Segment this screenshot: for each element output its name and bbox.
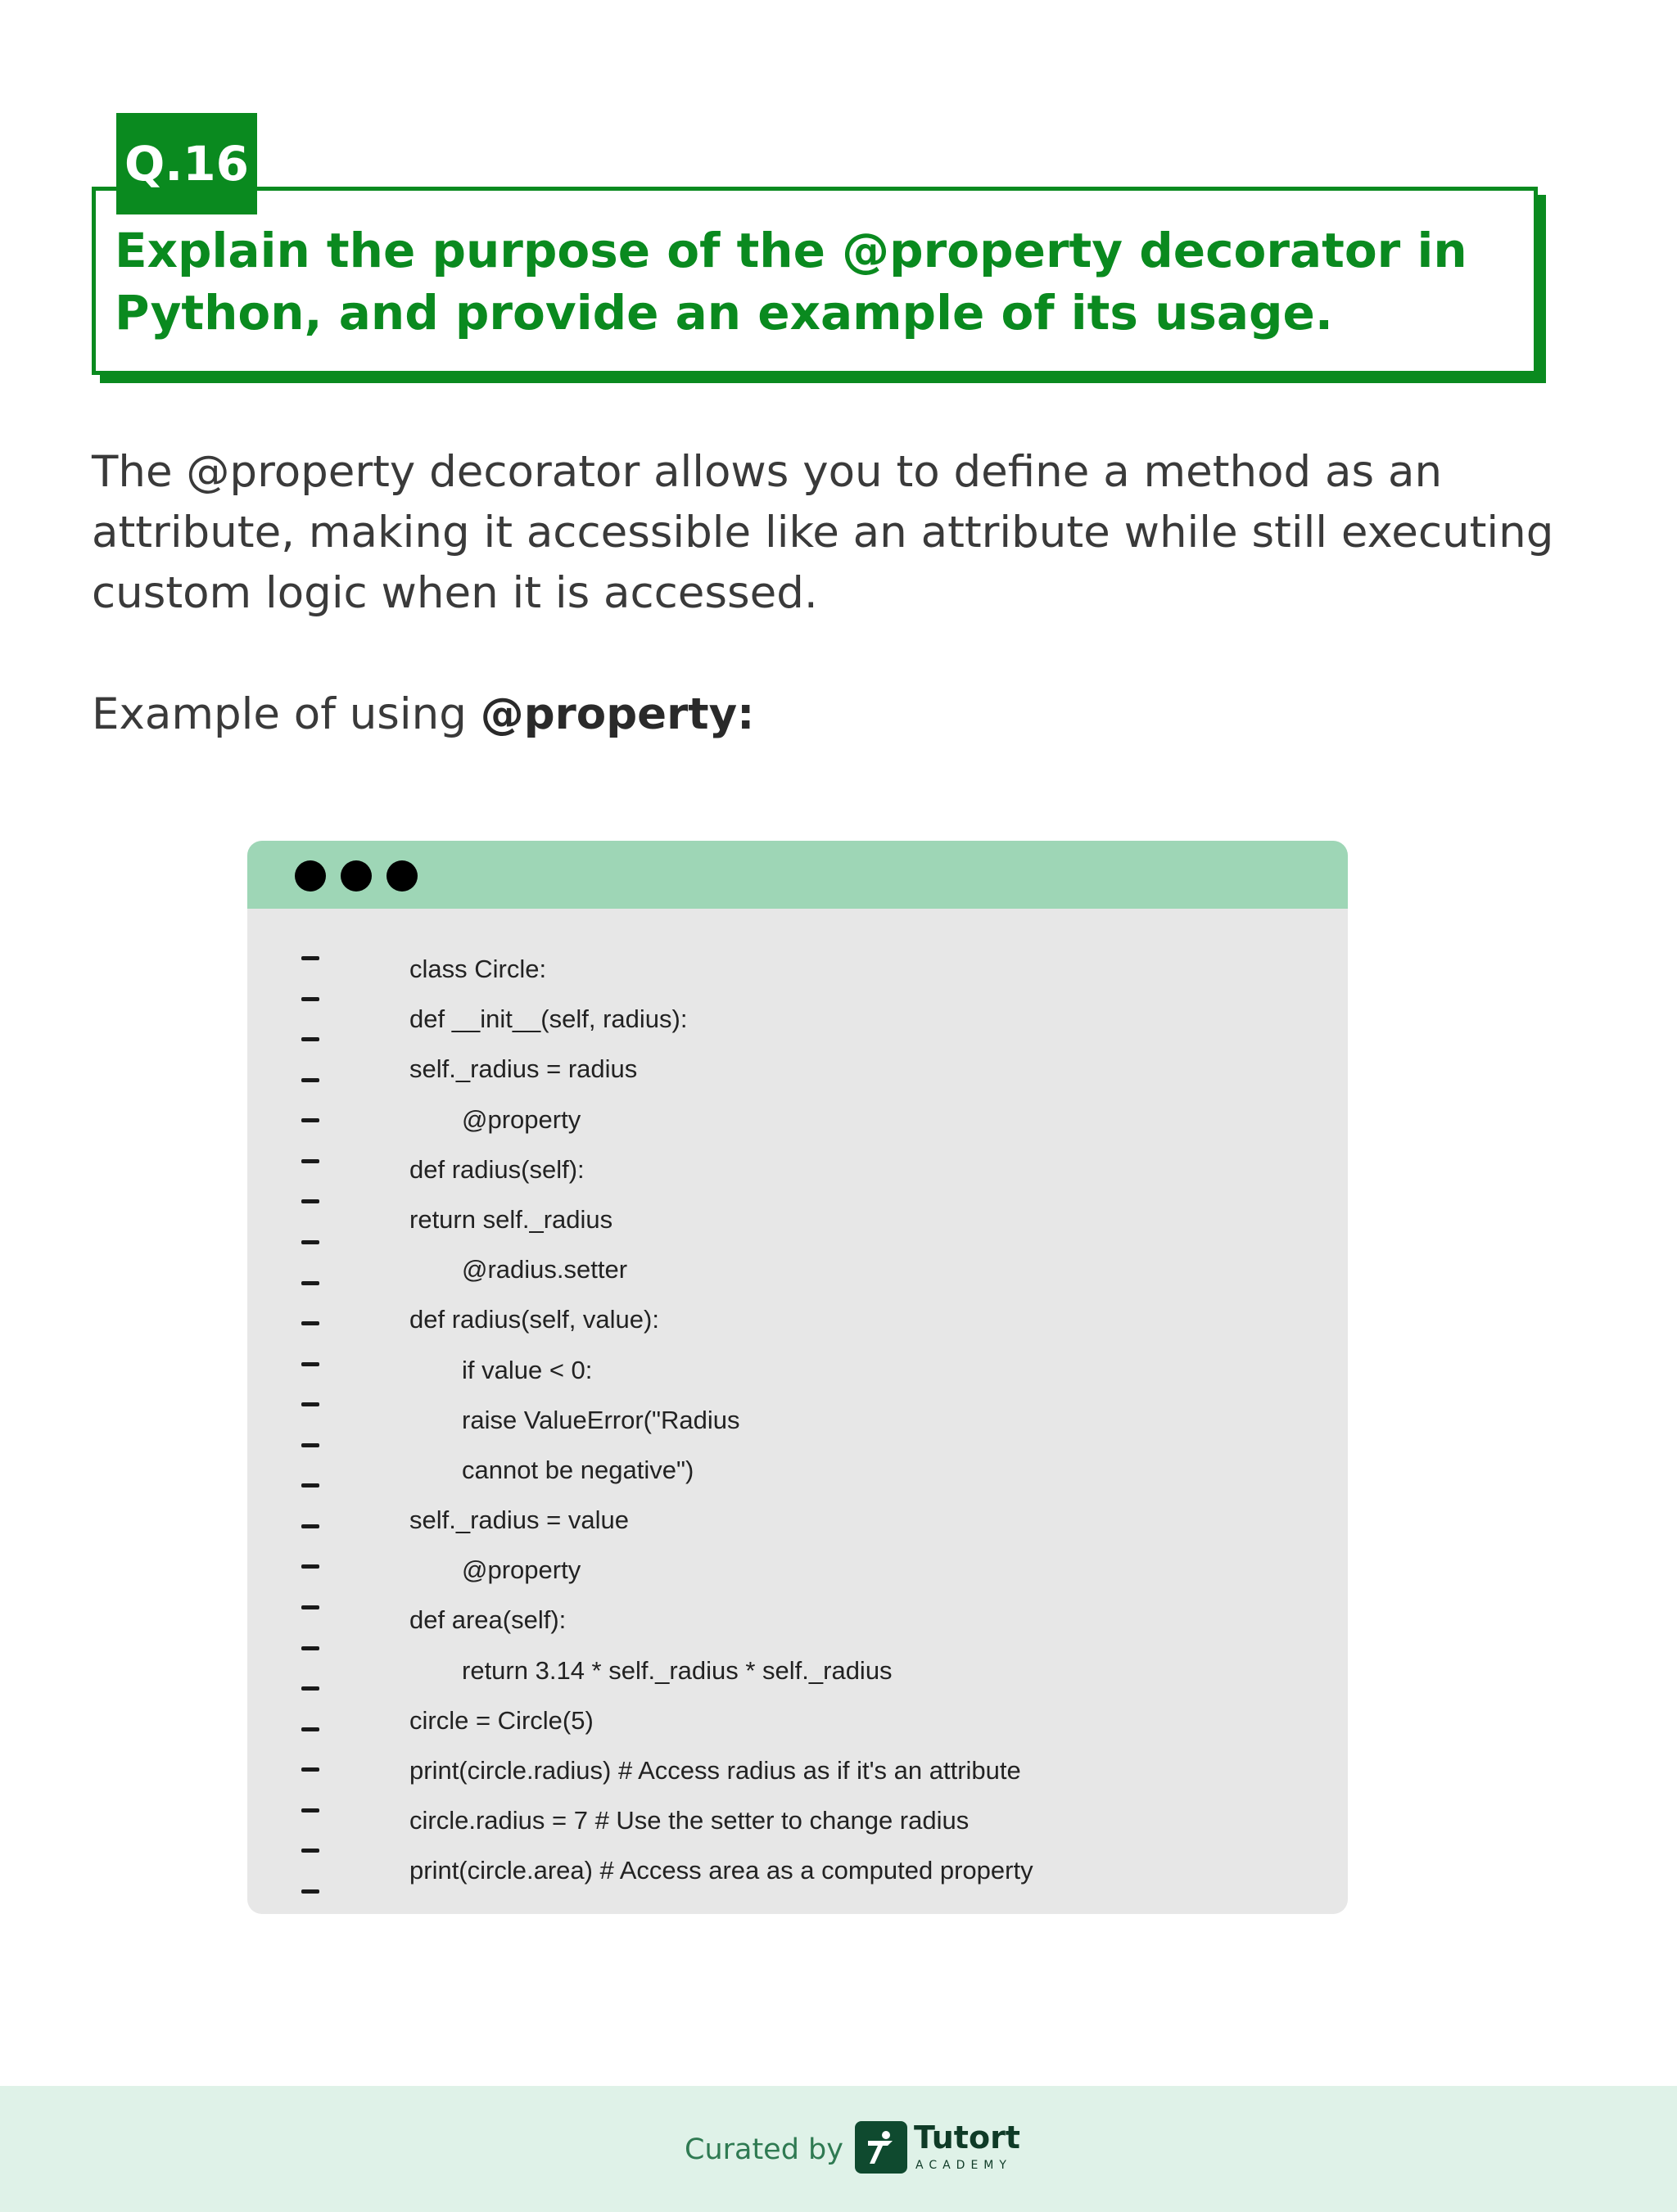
gutter-mark (301, 1767, 319, 1772)
window-dot-icon (341, 860, 372, 892)
gutter-mark (301, 1281, 319, 1285)
gutter-mark (301, 1078, 319, 1082)
gutter-mark (301, 1118, 319, 1122)
gutter-mark (301, 1321, 319, 1325)
code-lines (409, 944, 1327, 1896)
gutter-mark (301, 1849, 319, 1853)
code-line: circle = Circle(5) (409, 1705, 594, 1735)
question-text: Explain the purpose of the @property decorator in Python, and provide an example of its usage. (115, 223, 1467, 341)
gutter-mark (301, 1037, 319, 1041)
code-line: def area(self): (409, 1605, 567, 1635)
example-heading-prefix: Example of using (92, 689, 481, 739)
window-dot-icon (295, 860, 326, 892)
brand-subtitle: ACADEMY (915, 2159, 1012, 2172)
gutter-mark (301, 1605, 319, 1609)
code-line: return 3.14 * self._radius * self._radius (462, 1655, 893, 1685)
gutter-mark (301, 1564, 319, 1569)
gutter-mark (301, 1808, 319, 1812)
gutter-mark (301, 1240, 319, 1244)
gutter-mark (301, 1646, 319, 1650)
gutter-mark (301, 1159, 319, 1163)
code-line: self._radius = value (409, 1506, 629, 1535)
code-line: def radius(self, value): (409, 1305, 659, 1334)
code-line: @property (462, 1104, 581, 1134)
code-line: print(circle.area) # Access area as a computed property (409, 1856, 1033, 1885)
example-heading (92, 684, 1566, 745)
example-heading-bold: @property: (480, 689, 755, 739)
code-line: raise ValueError("Radius (462, 1405, 740, 1434)
code-line: def radius(self): (409, 1154, 585, 1184)
brand-name: Tutort (914, 2119, 1020, 2156)
gutter-mark (301, 956, 319, 960)
tutort-logo-icon (855, 2121, 907, 2174)
code-line: print(circle.radius) # Access radius as if it's an attribute (409, 1756, 1021, 1785)
gutter-mark (301, 1362, 319, 1366)
answer-paragraph: The @property decorator allows you to define a method as an attribute, making it accessible like an attribute while still executing custom logic when it is accessed. (92, 447, 1554, 618)
gutter-mark (301, 1524, 319, 1528)
code-line: circle.radius = 7 # Use the setter to change radius (409, 1806, 970, 1835)
code-line: self._radius = radius (409, 1054, 638, 1084)
gutter-mark (301, 1199, 319, 1203)
code-line: @property (462, 1555, 581, 1585)
gutter-mark (301, 1483, 319, 1487)
question-number-badge: Q.16 (116, 113, 257, 214)
gutter-mark (301, 1686, 319, 1691)
gutter-mark (301, 997, 319, 1001)
code-line: @radius.setter (462, 1255, 628, 1284)
gutter-mark (301, 1727, 319, 1731)
code-line: class Circle: (409, 955, 547, 983)
code-window-titlebar (247, 841, 1348, 909)
code-line: if value < 0: (462, 1355, 593, 1384)
window-dot-icon (386, 860, 418, 892)
gutter-mark (301, 1402, 319, 1406)
code-window (247, 841, 1348, 1914)
code-line: cannot be negative") (462, 1455, 694, 1484)
gutter-mark (301, 1889, 319, 1894)
gutter-mark (301, 1443, 319, 1447)
code-line: def __init__(self, radius): (409, 1004, 688, 1034)
code-line: return self._radius (409, 1204, 613, 1234)
curated-by-text: Curated by (685, 2133, 843, 2166)
